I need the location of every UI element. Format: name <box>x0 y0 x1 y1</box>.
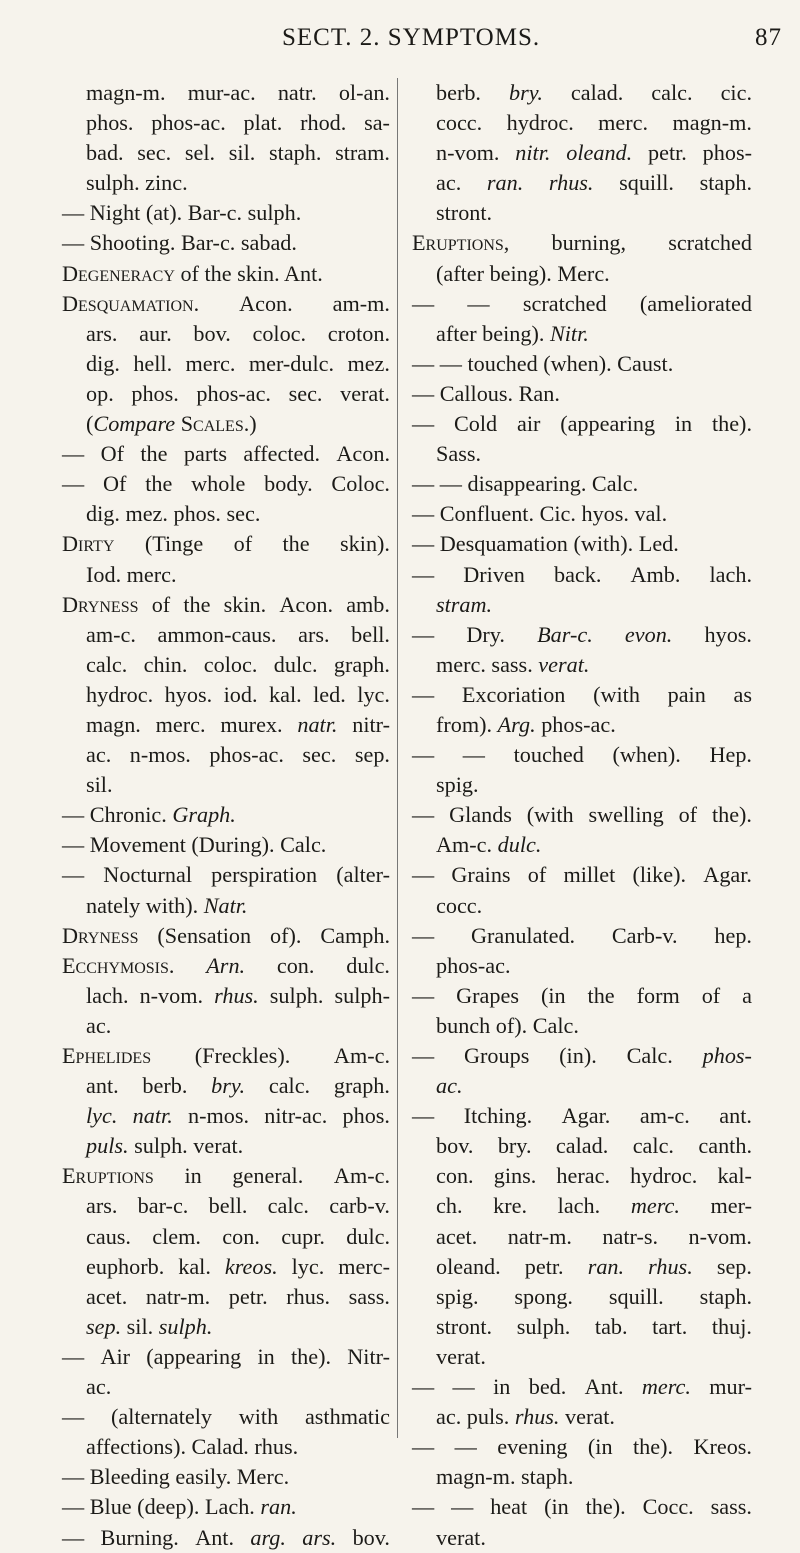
text-line: sil. <box>86 772 113 798</box>
text-line: — — evening (in the). Kreos. <box>412 1434 752 1460</box>
page-number: 87 <box>755 24 782 51</box>
text-line: Dirty (Tinge of the skin). <box>62 531 390 557</box>
text-line: Eruptions, burning, scratched <box>412 230 752 256</box>
section-title: SECT. 2. SYMPTOMS. <box>282 24 541 51</box>
text-line: ch. kre. lach. merc. mer- <box>436 1193 752 1219</box>
text-line: — Bleeding easily. Merc. <box>62 1464 290 1490</box>
text-line: lach. n-vom. rhus. sulph. sulph- <box>86 982 390 1008</box>
text-line: bunch of). Calc. <box>436 1012 579 1038</box>
text-line: — Itching. Agar. am-c. ant. <box>412 1103 752 1129</box>
text-line: nately with). Natr. <box>86 892 248 918</box>
text-line: — Nocturnal perspiration (alter- <box>62 862 390 888</box>
text-line: after being). Nitr. <box>436 320 589 346</box>
text-line: from). Arg. phos-ac. <box>436 711 616 737</box>
text-line: ars. bar-c. bell. calc. carb-v. <box>86 1193 390 1219</box>
text-line: op. phos. phos-ac. sec. verat. <box>86 380 390 406</box>
text-line: — Air (appearing in the). Nitr- <box>62 1343 390 1369</box>
text-line: phos-ac. <box>436 952 511 978</box>
text-line: Eruptions in general. Am-c. <box>62 1163 390 1189</box>
text-line: Am-c. dulc. <box>436 832 542 858</box>
text-line: — Of the whole body. Coloc. <box>62 471 390 497</box>
text-line: — Callous. Ran. <box>412 380 560 406</box>
text-line: affections). Calad. rhus. <box>86 1434 299 1460</box>
right-column <box>412 78 752 1553</box>
text-line: magn-m. mur-ac. natr. ol-an. <box>86 80 390 105</box>
text-line: Desquamation. Acon. am-m. <box>62 290 390 316</box>
text-line: verat. <box>436 1524 486 1550</box>
text-line: dig. mez. phos. sec. <box>86 501 261 527</box>
text-line: sep. sil. sulph. <box>86 1313 213 1339</box>
text-line: Ecchymosis. Arn. con. dulc. <box>62 952 390 978</box>
text-line: — Movement (During). Calc. <box>62 832 327 858</box>
text-line: — Grapes (in the form of a <box>412 982 752 1008</box>
text-line: ( Compare Scales. ) <box>86 411 257 437</box>
text-line: — Blue (deep). Lach. ran. <box>62 1494 297 1520</box>
text-line: ac. ran. rhus. squill. staph. <box>436 170 752 196</box>
text-line: — — disappearing. Calc. <box>412 471 639 497</box>
text-line: — — touched (when). Caust. <box>412 350 674 376</box>
text-line: Iod. merc. <box>86 561 177 587</box>
text-line: — Granulated. Carb-v. hep. <box>412 922 752 948</box>
text-line: n-vom. nitr. oleand. petr. phos- <box>436 140 752 166</box>
text-line: berb. bry. calad. calc. cic. <box>436 80 752 105</box>
text-line: dig. hell. merc. mer-dulc. mez. <box>86 350 390 376</box>
text-line: ant. berb. bry. calc. graph. <box>86 1073 390 1099</box>
text-line: — Cold air (appearing in the). <box>412 411 752 437</box>
text-line: magn. merc. murex. natr. nitr- <box>86 711 390 737</box>
text-line: ac. <box>436 1073 463 1099</box>
text-line: am-c. ammon-caus. ars. bell. <box>86 621 390 647</box>
text-line: hydroc. hyos. iod. kal. led. lyc. <box>86 681 390 707</box>
text-line: — Excoriation (with pain as <box>412 681 752 707</box>
text-line: magn-m. staph. <box>436 1464 574 1490</box>
text-line: — Confluent. Cic. hyos. val. <box>412 501 668 527</box>
text-line: Dryness (Sensation of). Camph. <box>62 922 390 948</box>
text-line: — Desquamation (with). Led. <box>412 531 679 557</box>
column-divider <box>397 78 398 1438</box>
text-line: — Chronic. Graph. <box>62 802 236 828</box>
text-line: ac. <box>86 1012 112 1038</box>
text-line: con. gins. herac. hydroc. kal- <box>436 1163 752 1189</box>
text-line: puls. sulph. verat. <box>86 1133 244 1159</box>
text-line: — Dry. Bar-c. evon. hyos. <box>412 621 752 647</box>
text-line: Degeneracy of the skin. Ant. <box>62 260 323 286</box>
text-line: bad. sec. sel. sil. staph. stram. <box>86 140 390 166</box>
text-line: — — touched (when). Hep. <box>412 742 752 768</box>
text-line: stront. <box>436 200 493 226</box>
text-line: ac. n-mos. phos-ac. sec. sep. <box>86 742 390 768</box>
text-line: — (alternately with asthmatic <box>62 1404 390 1430</box>
text-line: Sass. <box>436 441 482 467</box>
text-line: oleand. petr. ran. rhus. sep. <box>436 1253 752 1279</box>
text-line: euphorb. kal. kreos. lyc. merc- <box>86 1253 390 1279</box>
text-line: acet. natr-m. natr-s. n-vom. <box>436 1223 752 1249</box>
text-line: — Of the parts affected. Acon. <box>62 441 390 467</box>
text-line: verat. <box>436 1343 486 1369</box>
text-line: spig. <box>436 772 479 798</box>
running-header <box>60 12 782 62</box>
text-line: — — scratched (ameliorated <box>412 290 752 316</box>
text-line: stram. <box>436 591 493 617</box>
text-line: — Burning. Ant. arg. ars. bov. <box>62 1524 390 1550</box>
text-line: sulph. zinc. <box>86 170 188 196</box>
text-line: ac. <box>86 1374 112 1400</box>
text-line: — Grains of millet (like). Agar. <box>412 862 752 888</box>
text-line: cocc. hydroc. merc. magn-m. <box>436 110 752 136</box>
text-line: calc. chin. coloc. dulc. graph. <box>86 651 390 677</box>
text-line: phos. phos-ac. plat. rhod. sa- <box>86 110 390 136</box>
text-line: — Glands (with swelling of the). <box>412 802 752 828</box>
text-line: merc. sass. verat. <box>436 651 590 677</box>
text-line: — Shooting. Bar-c. sabad. <box>62 230 297 256</box>
text-line: bov. bry. calad. calc. canth. <box>436 1133 752 1159</box>
text-line: Ephelides (Freckles). Am-c. <box>62 1043 390 1068</box>
text-line: — — heat (in the). Cocc. sass. <box>412 1494 752 1520</box>
text-line: cocc. <box>436 892 483 918</box>
text-line: stront. sulph. tab. tart. thuj. <box>436 1313 752 1339</box>
text-line: ars. aur. bov. coloc. croton. <box>86 320 390 346</box>
text-line: caus. clem. con. cupr. dulc. <box>86 1223 390 1249</box>
text-line: — — in bed. Ant. merc. mur- <box>412 1374 752 1400</box>
text-line: — Driven back. Amb. lach. <box>412 561 752 587</box>
text-line: — Groups (in). Calc. phos- <box>412 1043 752 1068</box>
text-line: (after being). Merc. <box>436 260 610 286</box>
text-line: lyc. natr. n-mos. nitr-ac. phos. <box>86 1103 390 1129</box>
text-line: Dryness of the skin. Acon. amb. <box>62 591 390 617</box>
text-line: ac. puls. rhus. verat. <box>436 1404 615 1430</box>
text-line: acet. natr-m. petr. rhus. sass. <box>86 1283 390 1309</box>
text-line: spig. spong. squill. staph. <box>436 1283 752 1309</box>
left-column <box>62 78 390 1553</box>
text-line: — Night (at). Bar-c. sulph. <box>62 200 302 226</box>
